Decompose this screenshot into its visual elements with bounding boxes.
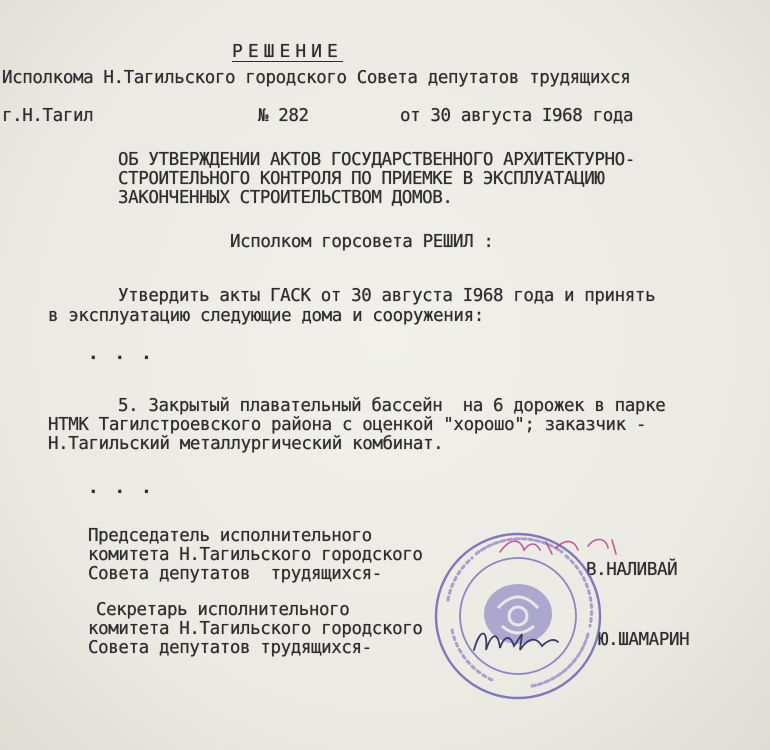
body-line-1: Утвердить акты ГАСК от 30 августа I968 года и принять (118, 286, 656, 306)
document-date: от 30 августа I968 года (400, 106, 634, 126)
chairman-title-1: Председатель исполнительного (88, 526, 372, 546)
ellipsis-1: ... (88, 344, 168, 364)
subject-line-3: ЗАКОНЧЕННЫХ СТРОИТЕЛЬСТВОМ ДОМОВ. (118, 188, 453, 208)
chairman-title-3: Совета депутатов трудящихся- (88, 564, 382, 584)
decision-intro: Исполком горсовета РЕШИЛ : (230, 232, 494, 252)
body-line-2: в эксплуатацию следующие дома и сооружения: (48, 306, 484, 326)
ellipsis-2: ... (88, 478, 168, 498)
secretary-signature (470, 620, 560, 660)
item5-line-2: НТМК Тагилстроевского района с оценкой "хорошо"; заказчик - (48, 415, 647, 435)
subject-line-1: ОБ УТВЕРЖДЕНИИ АКТОВ ГОСУДАРСТВЕННОГО АРХИТЕКТУРНО- (118, 150, 635, 170)
document-title: РЕШЕНИЕ (232, 41, 343, 62)
secretary-name: Ю.ШАМАРИН (598, 630, 690, 650)
document-number: № 282 (258, 106, 309, 126)
handwritten-note (496, 532, 626, 562)
place: г.Н.Тагил (2, 106, 94, 126)
secretary-title-1: Секретарь исполнительного (96, 600, 350, 620)
item5-line-1: 5. Закрытый плавательный бассейн на 6 дорожек в парке (118, 396, 666, 416)
chairman-name: В.НАЛИВАЙ (586, 560, 678, 580)
chairman-title-2: комитета Н.Тагильского городского (88, 545, 423, 565)
item5-line-3: Н.Тагильский металлургический комбинат. (48, 434, 444, 454)
secretary-title-3: Совета депутатов трудящихся- (88, 638, 372, 658)
subject-line-2: СТРОИТЕЛЬНОГО КОНТРОЛЯ ПО ПРИЕМКЕ В ЭКСПЛУАТАЦИЮ (118, 169, 605, 189)
issuer-line: Исполкома Н.Тагильского городского Совета депутатов трудящихся (2, 68, 631, 88)
secretary-title-2: комитета Н.Тагильского городского (88, 619, 423, 639)
